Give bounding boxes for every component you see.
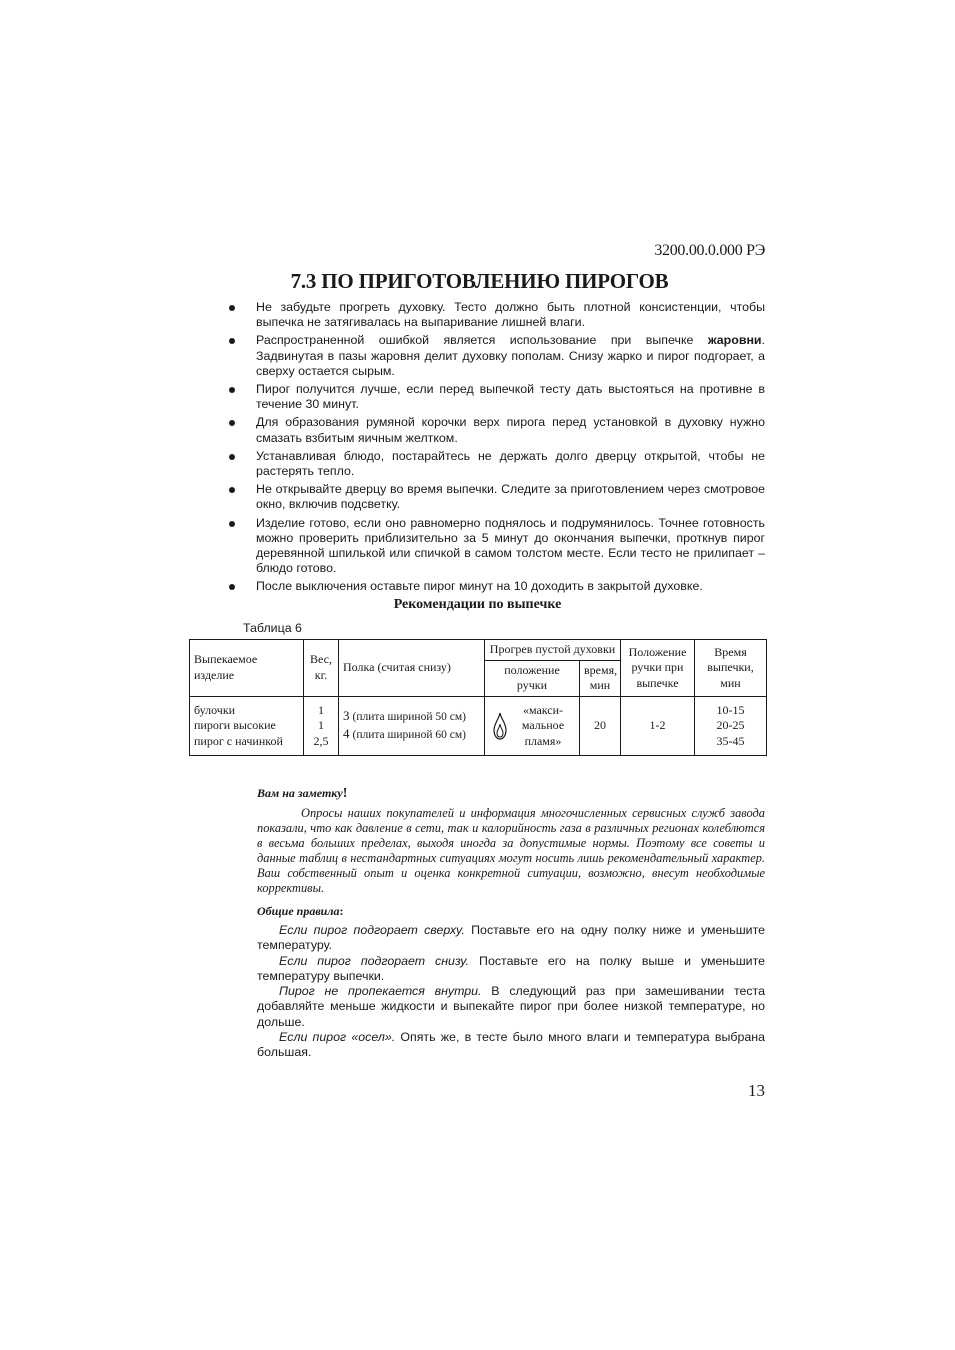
bullet-icon	[229, 454, 235, 460]
tips-list	[228, 300, 765, 598]
rule-item: Если пирог подгорает снизу. Поставьте его на полку выше и уменьшите температуру выпечки.	[257, 953, 765, 983]
rules-title: Общие правила:	[257, 904, 344, 918]
rule-item: Если пирог «осел». Опять же, в тесте было много влаги и температура выбрана большая.	[257, 1030, 765, 1060]
list-item: Изделие готово, если оно равномерно поднялось и подрумянилось. Точнее готовность можно проверить приблизительно за 5 минут до окончания выпечки, проткнув пирог деревянной шпилькой или спичкой в самом толстом месте. Если тесто не прилипает – блюдо готово.	[228, 516, 765, 577]
table-heading: Рекомендации по выпечке	[393, 597, 562, 612]
bullet-icon	[229, 420, 235, 426]
header-handle-during: Положение ручки при выпечке	[621, 640, 695, 697]
emphasis: жаровни	[707, 333, 762, 348]
cell-shelves: 3 (плита шириной 50 см) 4 (плита шириной 60 см)	[339, 696, 485, 756]
list-item: Пирог получится лучше, если перед выпечкой тесту дать выстояться на противне в течение 30 минут.	[228, 382, 765, 412]
rule-item: Если пирог подгорает сверху. Поставьте его на одну полку ниже и уменьшите температуру.	[257, 923, 765, 953]
note-text: Опросы наших покупателей и информация многочисленных сервисных служб завода показали, что как давление в сети, так и калорийность газа в различных регионах колеблются в весьма больших пределах, выходя иногда за допустимые нормы. Поэтому все советы и данные таблиц в нестандартных ситуациях могут носить лишь рекомендательный характер. Ваш собственный опыт и оценка конкретной ситуации, возможно, внесут необходимые коррективы.	[257, 806, 765, 896]
table-label: Таблица 6	[243, 621, 302, 635]
list-item: Распространенной ошибкой является использование при выпечке жаровни. Задвинутая в пазы жаровня делит духовку пополам. Снизу жарко и пирог подгорает, а сверху остается сырым.	[228, 333, 765, 379]
bullet-icon	[229, 487, 235, 493]
list-item: После выключения оставьте пирог минут на 10 доходить в закрытой духовке.	[228, 579, 765, 594]
cell-handle-during: 1-2	[621, 696, 695, 756]
list-item: Для образования румяной корочки верх пирога перед установкой в духовку нужно смазать взбитым яичным желтком.	[228, 415, 765, 445]
baking-table	[189, 639, 767, 756]
header-preheat-time: время, мин	[580, 660, 621, 696]
cell-products: булочки пироги высокие пирог с начинкой	[190, 696, 304, 756]
header-preheat: Прогрев пустой духовки	[485, 640, 621, 661]
bullet-icon	[229, 584, 235, 590]
bullet-icon	[229, 521, 235, 527]
table-row	[190, 696, 767, 756]
cell-weights: 1 1 2,5	[304, 696, 339, 756]
bullet-icon	[229, 338, 235, 344]
bullet-icon	[229, 387, 235, 393]
header-handle-position: положение ручки	[485, 660, 580, 696]
header-shelf: Полка (считая снизу)	[339, 640, 485, 697]
list-item: Устанавливая блюдо, постарайтесь не держать долго дверцу открытой, чтобы не растерять тепло.	[228, 449, 765, 479]
cell-preheat-time: 20	[580, 696, 621, 756]
flame-icon	[493, 712, 507, 740]
rule-item: Пирог не пропекается внутри. В следующий раз при замешивании теста добавляйте меньше жидкости и выпекайте пирог при более низкой температуре, но дольше.	[257, 984, 765, 1029]
bullet-icon	[229, 305, 235, 311]
section-title: 7.3 ПО ПРИГОТОВЛЕНИЮ ПИРОГОВ	[290, 269, 669, 293]
list-item: Не забудьте прогреть духовку. Тесто должно быть плотной консистенции, чтобы выпечка не затягивалась на выпаривание лишней влаги.	[228, 300, 765, 330]
note-title: Вам на заметку!	[257, 786, 348, 801]
header-baking-time: Время выпечки, мин	[695, 640, 767, 697]
rules-list	[257, 923, 765, 1061]
header-weight: Вес, кг.	[304, 640, 339, 697]
cell-handle-position: «макси- мальное пламя»	[485, 696, 580, 756]
header-product: Выпекаемое изделие	[190, 640, 304, 697]
document-code: 3200.00.0.000 РЭ	[654, 242, 765, 259]
page-number: 13	[748, 1081, 765, 1100]
cell-baking-times: 10-15 20-25 35-45	[695, 696, 767, 756]
list-item: Не открывайте дверцу во время выпечки. Следите за приготовлением через смотровое окно, включив подсветку.	[228, 482, 765, 512]
